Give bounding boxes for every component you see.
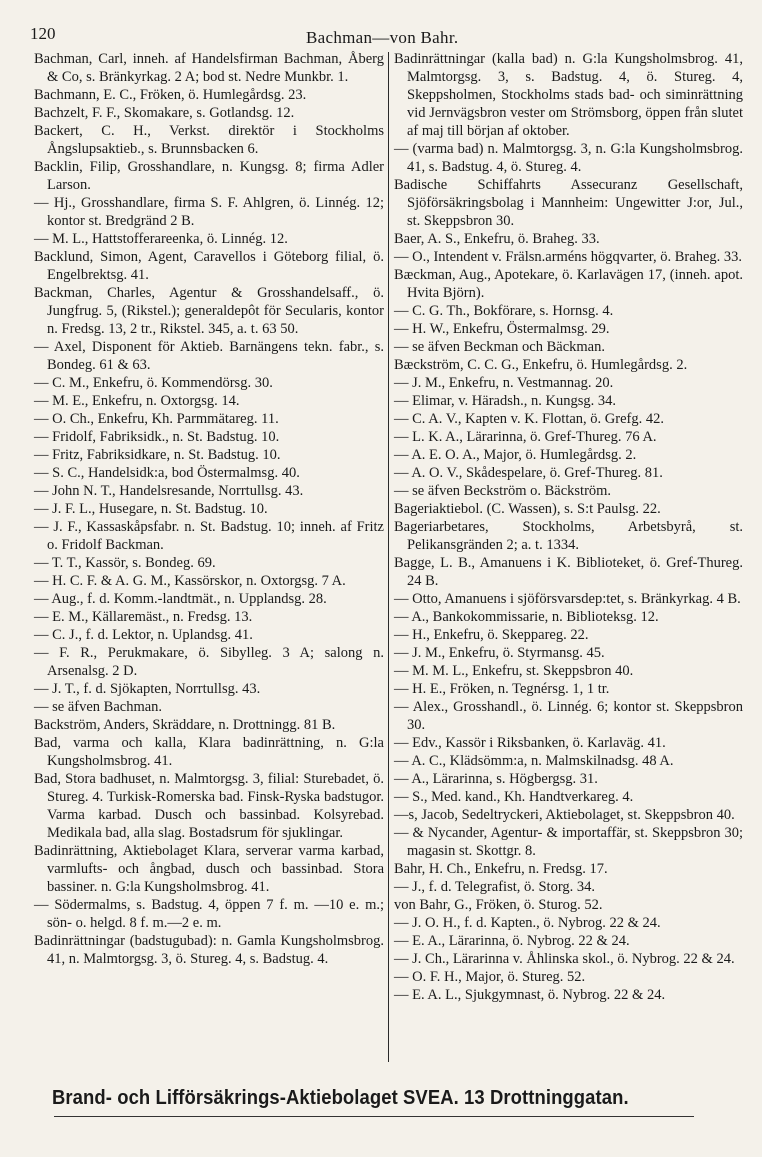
directory-entry: — J. M., Enkefru, n. Vestmannag. 20. [394,375,614,391]
right-column [389,50,743,1070]
directory-entry: Baer, A. S., Enkefru, ö. Braheg. 33. [394,231,600,247]
footer-advertisement: Brand- och Lifförsäkrings-Aktiebolaget SVEA. 13 Drottninggatan. [52,1086,629,1109]
directory-entry: Backert, C. H., Verkst. direktör i Stockholms Ångslupsaktieb., s. Brunnsbacken 6. [34,123,384,157]
directory-entry: Bad, varma och kalla, Klara badinrättning, n. G:la Kungsholmsbrog. 41. [34,735,384,769]
directory-entry: Backman, Charles, Agentur & Grosshandelsaff., ö. Jungfrug. 5, (Rikstel.); generaldepôt för Secularis, kontor n. Fredsg. 13, 2 tr., Rikstel. 345, a. t. 63 50. [34,285,384,337]
directory-entry: — C. M., Enkefru, ö. Kommendörsg. 30. [34,375,273,391]
directory-entry: — C. A. V., Kapten v. K. Flottan, ö. Grefg. 42. [394,411,664,427]
directory-entry: — (varma bad) n. Malmtorgsg. 3, n. G:la Kungsholmsbrog. 41, s. Badstug. 4, ö. Stureg. 4. [394,141,743,175]
directory-entry: — A. C., Klädsömm:a, n. Malmskilnadsg. 48 A. [394,753,674,769]
directory-entry: von Bahr, G., Fröken, ö. Sturog. 52. [394,897,603,913]
directory-entry: Bachmann, E. C., Fröken, ö. Humlegårdsg. 23. [34,87,307,103]
directory-entry: — Hj., Grosshandlare, firma S. F. Ahlgren, ö. Linnég. 12; kontor st. Bredgränd 2 B. [34,195,384,229]
directory-entry: — J. Ch., Lärarinna v. Åhlinska skol., ö. Nybrog. 22 & 24. [394,951,735,967]
directory-entry: Bad, Stora badhuset, n. Malmtorgsg. 3, filial: Sturebadet, ö. Stureg. 4. Turkisk-Romerska bad. Finsk-Ryska badstugor. Varma karbad. Dusch och bassinbad. Kolsyrebad. Medikala bad, alla slag. Bostadsrum för sjuklingar. [34,771,384,841]
directory-entry: — Otto, Amanuens i sjöförsvarsdep:tet, s. Bränkyrkag. 4 B. [394,591,741,607]
directory-entry: — A., Bankokommissarie, n. Biblioteksg. 12. [394,609,659,625]
directory-entry: — S., Med. kand., Kh. Handtverkareg. 4. [394,789,634,805]
directory-entry: — F. R., Perukmakare, ö. Sibylleg. 3 A; salong n. Arsenalsg. 2 D. [34,645,384,679]
directory-entry: — S. C., Handelsidk:a, bod Östermalmsg. 40. [34,465,300,481]
directory-entry: — T. T., Kassör, s. Bondeg. 69. [34,555,216,571]
directory-entry: — O. Ch., Enkefru, Kh. Parmmätareg. 11. [34,411,279,427]
directory-columns [34,50,752,1070]
directory-entry: — M. E., Enkefru, n. Oxtorgsg. 14. [34,393,240,409]
directory-entry: Bæckström, C. C. G., Enkefru, ö. Humlegårdsg. 2. [394,357,688,373]
directory-entry: Bageriaktiebol. (C. Wassen), s. S:t Paulsg. 22. [394,501,661,517]
directory-entry: — J. T., f. d. Sjökapten, Norrtullsg. 43. [34,681,261,697]
directory-entry: Bagge, L. B., Amanuens i K. Biblioteket, ö. Gref-Thureg. 24 B. [394,555,743,589]
directory-entry: Bageriarbetares, Stockholms, Arbetsbyrå, st. Pelikansgränden 2; a. t. 1334. [394,519,743,553]
directory-entry: — H. C. F. & A. G. M., Kassörskor, n. Oxtorgsg. 7 A. [34,573,346,589]
footer-rule [54,1116,694,1117]
directory-entry: Backström, Anders, Skräddare, n. Drottningg. 81 B. [34,717,336,733]
directory-entry: — Edv., Kassör i Riksbanken, ö. Karlaväg. 41. [394,735,666,751]
directory-entry: — C. J., f. d. Lektor, n. Uplandsg. 41. [34,627,253,643]
directory-entry: — O. F. H., Major, ö. Stureg. 52. [394,969,586,985]
directory-entry: — Alex., Grosshandl., ö. Linnég. 6; kontor st. Skeppsbron 30. [394,699,743,733]
directory-entry: Badinrättningar (badstugubad): n. Gamla Kungsholmsbrog. 41, n. Malmtorgsg. 3, ö. Stureg. 4, s. Badstug. 4. [34,933,384,967]
directory-entry: — Fritz, Fabriksidkare, n. St. Badstug. 10. [34,447,281,463]
directory-entry: — J. F., Kassaskåpsfabr. n. St. Badstug. 10; inneh. af Fritz o. Fridolf Backman. [34,519,384,553]
directory-entry: — J. O. H., f. d. Kapten., ö. Nybrog. 22 & 24. [394,915,661,931]
directory-entry: — se äfven Beckman och Bäckman. [394,339,605,355]
directory-entry: — John N. T., Handelsresande, Norrtullsg. 43. [34,483,304,499]
directory-entry: — M. M. L., Enkefru, st. Skeppsbron 40. [394,663,634,679]
directory-entry: — L. K. A., Lärarinna, ö. Gref-Thureg. 76 A. [394,429,657,445]
left-column [34,50,388,1070]
directory-entry: — H., Enkefru, ö. Skeppareg. 22. [394,627,589,643]
directory-entry: — Fridolf, Fabriksidk., n. St. Badstug. 10. [34,429,280,445]
directory-entry: Bahr, H. Ch., Enkefru, n. Fredsg. 17. [394,861,608,877]
page-number: 120 [30,24,56,43]
directory-entry: — A. O. V., Skådespelare, ö. Gref-Thureg. 81. [394,465,663,481]
directory-entry: Bæckman, Aug., Apotekare, ö. Karlavägen 17, (inneh. apot. Hvita Björn). [394,267,743,301]
directory-entry: — E. A. L., Sjukgymnast, ö. Nybrog. 22 & 24. [394,987,666,1003]
running-head: Bachman—von Bahr. [306,28,459,47]
directory-entry: — se äfven Bachman. [34,699,163,715]
directory-entry: — Aug., f. d. Komm.-landtmät., n. Upplandsg. 28. [34,591,327,607]
directory-entry: — Axel, Disponent för Aktieb. Barnängens tekn. fabr., s. Bondeg. 61 & 63. [34,339,384,373]
directory-entry: — Elimar, v. Häradsh., n. Kungsg. 34. [394,393,616,409]
directory-entry: Badinrättning, Aktiebolaget Klara, serverar varma karbad, varmlufts- och ångbad, dusch och bassinbad. Stora bassiner. n. G:la Kungsholmsbrog. 41. [34,843,384,895]
directory-entry: Badinrättningar (kalla bad) n. G:la Kungsholmsbrog. 41, Malmtorgsg. 3, s. Badstug. 4, ö. Stureg. 4, Skeppsholmen, Stockholms stads bad- och siminrättning vid Jernvägsbron vester om Strömsborg, öppen från slutet af maj till början af oktober. [394,51,743,139]
directory-entry: — A., Lärarinna, s. Högbergsg. 31. [394,771,598,787]
directory-entry: Backlin, Filip, Grosshandlare, n. Kungsg. 8; firma Adler Larson. [34,159,384,193]
directory-entry: — O., Intendent v. Frälsn.arméns högqvarter, ö. Braheg. 33. [394,249,743,265]
directory-entry: Bachzelt, F. F., Skomakare, s. Gotlandsg. 12. [34,105,295,121]
directory-entry: — E. M., Källaremäst., n. Fredsg. 13. [34,609,253,625]
directory-entry: — A. E. O. A., Major, ö. Humlegårdsg. 2. [394,447,637,463]
directory-entry: — se äfven Beckström o. Bäckström. [394,483,612,499]
directory-entry: — M. L., Hattstofferareenka, ö. Linnég. 12. [34,231,288,247]
directory-entry: Backlund, Simon, Agent, Caravellos i Göteborg filial, ö. Engelbrektsg. 41. [34,249,384,283]
directory-entry: —s, Jacob, Sedeltryckeri, Aktiebolaget, st. Skeppsbron 40. [394,807,735,823]
directory-entry: — J., f. d. Telegrafist, ö. Storg. 34. [394,879,596,895]
directory-entry: — C. G. Th., Bokförare, s. Hornsg. 4. [394,303,614,319]
directory-entry: — H. W., Enkefru, Östermalmsg. 29. [394,321,610,337]
directory-entry: Badische Schiffahrts Assecuranz Gesellschaft, Sjöförsäkringsbolag i Mannheim: Ungewitter J:or, Jul., st. Skeppsbron 30. [394,177,743,229]
directory-entry: Bachman, Carl, inneh. af Handelsfirman Bachman, Åberg & Co, s. Bränkyrkag. 2 A; bod st. Nedre Munkbr. 1. [34,51,384,85]
directory-entry: — J. F. L., Husegare, n. St. Badstug. 10. [34,501,268,517]
directory-entry: — H. E., Fröken, n. Tegnérsg. 1, 1 tr. [394,681,610,697]
directory-entry: — J. M., Enkefru, ö. Styrmansg. 45. [394,645,605,661]
directory-entry: — E. A., Lärarinna, ö. Nybrog. 22 & 24. [394,933,630,949]
directory-entry: — Södermalms, s. Badstug. 4, öppen 7 f. m. —10 e. m.; sön- o. helgd. 8 f. m.—2 e. m. [34,897,384,931]
directory-entry: — & Nycander, Agentur- & importaffär, st. Skeppsbron 30; magasin st. Skottgr. 8. [394,825,743,859]
